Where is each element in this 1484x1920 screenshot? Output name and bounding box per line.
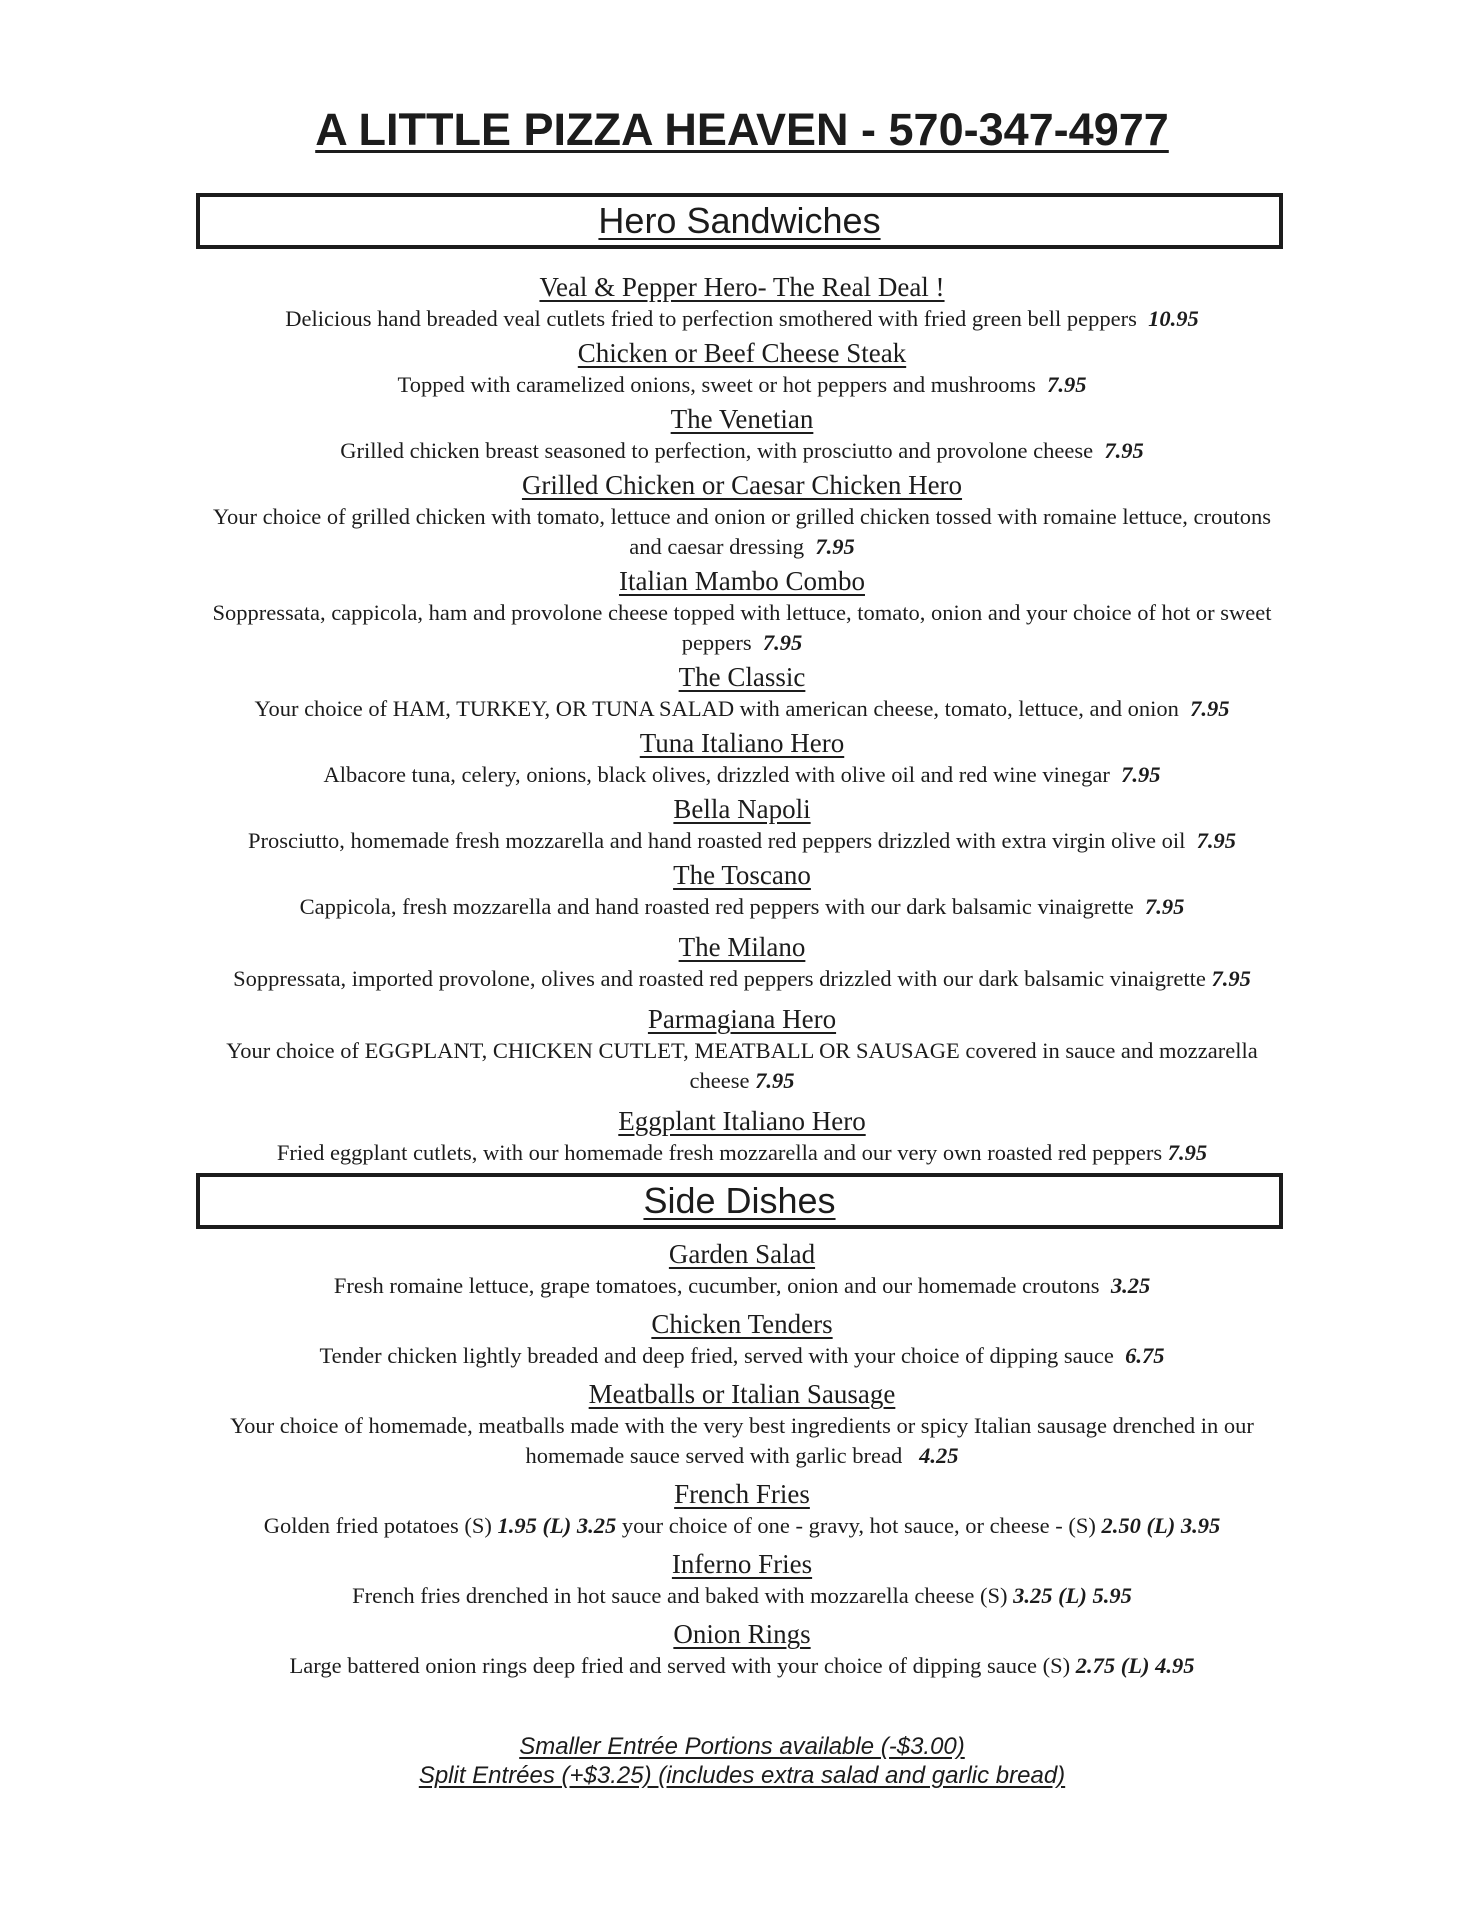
menu-item: [196, 858, 1288, 922]
menu-item: [196, 1617, 1288, 1681]
menu-item: [196, 1377, 1288, 1471]
side-dishes-list: [196, 1237, 1288, 1681]
item-price: 2.75 (L) 4.95: [1075, 1653, 1195, 1678]
menu-item: [196, 336, 1288, 400]
item-price: 7.95: [1190, 696, 1230, 721]
menu-item: [196, 660, 1288, 724]
item-price: 7.95: [1211, 966, 1251, 991]
smaller-portions-note: Smaller Entrée Portions available (-$3.00): [519, 1733, 965, 1760]
item-price: 7.95: [762, 630, 803, 655]
item-name: Chicken or Beef Cheese Steak: [577, 338, 907, 368]
item-description: Your choice of EGGPLANT, CHICKEN CUTLET, MEATBALL OR SAUSAGE covered in sauce and mozzarella cheese 7.95: [226, 1038, 1258, 1093]
item-description: Your choice of HAM, TURKEY, OR TUNA SALAD with american cheese, tomato, lettuce, and onion 7.95: [254, 696, 1230, 721]
menu-item: [196, 402, 1288, 466]
item-description: Albacore tuna, celery, onions, black olives, drizzled with olive oil and red wine vinegar 7.95: [323, 762, 1161, 787]
menu-item: [196, 1104, 1288, 1168]
item-price: 4.25: [919, 1443, 959, 1468]
split-entrees-note: Split Entrées (+$3.25) (includes extra salad and garlic bread): [418, 1762, 1066, 1789]
menu-item: [196, 468, 1288, 562]
item-name: Tuna Italiano Hero: [639, 728, 845, 758]
menu-item: [196, 930, 1288, 994]
item-price: 2.50 (L) 3.95: [1101, 1513, 1221, 1538]
item-price: 6.75: [1125, 1343, 1165, 1368]
item-description: Soppressata, cappicola, ham and provolone cheese topped with lettuce, tomato, onion and your choice of hot or sweet peppers 7.95: [212, 600, 1272, 655]
item-price: 7.95: [1196, 828, 1237, 853]
item-name: Inferno Fries: [671, 1549, 813, 1579]
item-name: Meatballs or Italian Sausage: [588, 1379, 896, 1409]
item-name: Eggplant Italiano Hero: [618, 1106, 866, 1136]
item-name: The Classic: [678, 662, 806, 692]
item-description: Prosciutto, homemade fresh mozzarella and hand roasted red peppers drizzled with extra virgin olive oil 7.95: [247, 828, 1237, 853]
item-description: Golden fried potatoes (S) 1.95 (L) 3.25 your choice of one - gravy, hot sauce, or cheese - (S) 2.50 (L) 3.95: [263, 1513, 1221, 1538]
item-description: Your choice of grilled chicken with tomato, lettuce and onion or grilled chicken tossed with romaine lettuce, croutons and caesar dressing 7.95: [212, 504, 1272, 559]
menu-item: [196, 1002, 1288, 1096]
item-description: Fresh romaine lettuce, grape tomatoes, cucumber, onion and our homemade croutons 3.25: [333, 1273, 1151, 1298]
item-price: 7.95: [1104, 438, 1144, 463]
portion-notes: [0, 1732, 1484, 1790]
item-name: The Toscano: [673, 860, 811, 890]
menu-item: [196, 792, 1288, 856]
item-price: 7.95: [1121, 762, 1161, 787]
item-price: 7.95: [1047, 372, 1087, 397]
menu-item: [196, 1237, 1288, 1301]
item-description: Tender chicken lightly breaded and deep fried, served with your choice of dipping sauce 6.75: [319, 1343, 1165, 1368]
item-name: Garden Salad: [668, 1239, 816, 1269]
item-description: French fries drenched in hot sauce and baked with mozzarella cheese (S) 3.25 (L) 5.95: [352, 1583, 1132, 1608]
menu-item: [196, 1477, 1288, 1541]
menu-item: [196, 564, 1288, 658]
item-price: 3.25: [1110, 1273, 1151, 1298]
item-name: Veal & Pepper Hero- The Real Deal !: [539, 272, 945, 302]
item-price: 7.95: [755, 1068, 795, 1093]
item-name: Onion Rings: [673, 1619, 811, 1649]
item-name: French Fries: [674, 1479, 810, 1509]
item-name: Parmagiana Hero: [647, 1004, 837, 1034]
item-description: Grilled chicken breast seasoned to perfection, with prosciutto and provolone cheese 7.95: [340, 438, 1144, 463]
item-price: 7.95: [1144, 894, 1185, 919]
item-name: Bella Napoli: [673, 794, 811, 824]
restaurant-title: A LITTLE PIZZA HEAVEN - 570-347-4977: [315, 104, 1169, 155]
item-description: Cappicola, fresh mozzarella and hand roasted red peppers with our dark balsamic vinaigrette 7.95: [299, 894, 1185, 919]
item-name: The Milano: [678, 932, 806, 962]
item-name: Chicken Tenders: [651, 1309, 833, 1339]
menu-item: [196, 726, 1288, 790]
item-price: 7.95: [815, 534, 855, 559]
item-description: Your choice of homemade, meatballs made with the very best ingredients or spicy Italian sausage drenched in our homemade sauce served with garlic bread 4.25: [230, 1413, 1254, 1468]
item-description: Large battered onion rings deep fried and served with your choice of dipping sauce (S) 2.75 (L) 4.95: [289, 1653, 1195, 1678]
item-name: Grilled Chicken or Caesar Chicken Hero: [521, 470, 963, 500]
menu-item: [196, 270, 1288, 334]
item-price: 1.95 (L) 3.25: [497, 1513, 617, 1538]
item-description: Fried eggplant cutlets, with our homemade fresh mozzarella and our very own roasted red peppers 7.95: [276, 1140, 1208, 1165]
item-description: Soppressata, imported provolone, olives and roasted red peppers drizzled with our dark balsamic vinaigrette 7.95: [233, 966, 1251, 991]
menu-item: [196, 1547, 1288, 1611]
hero-sandwiches-list: [196, 270, 1288, 1168]
item-price: 3.25 (L) 5.95: [1013, 1583, 1132, 1608]
menu-item: [196, 1307, 1288, 1371]
item-description: Delicious hand breaded veal cutlets fried to perfection smothered with fried green bell peppers 10.95: [285, 306, 1199, 331]
item-name: Italian Mambo Combo: [619, 566, 865, 596]
item-description: Topped with caramelized onions, sweet or hot peppers and mushrooms 7.95: [397, 372, 1087, 397]
item-price: 7.95: [1167, 1140, 1208, 1165]
item-price: 10.95: [1148, 306, 1199, 331]
hero-sandwiches-heading: Hero Sandwiches: [196, 193, 1283, 249]
item-name: The Venetian: [670, 404, 814, 434]
side-dishes-heading: Side Dishes: [196, 1173, 1283, 1229]
